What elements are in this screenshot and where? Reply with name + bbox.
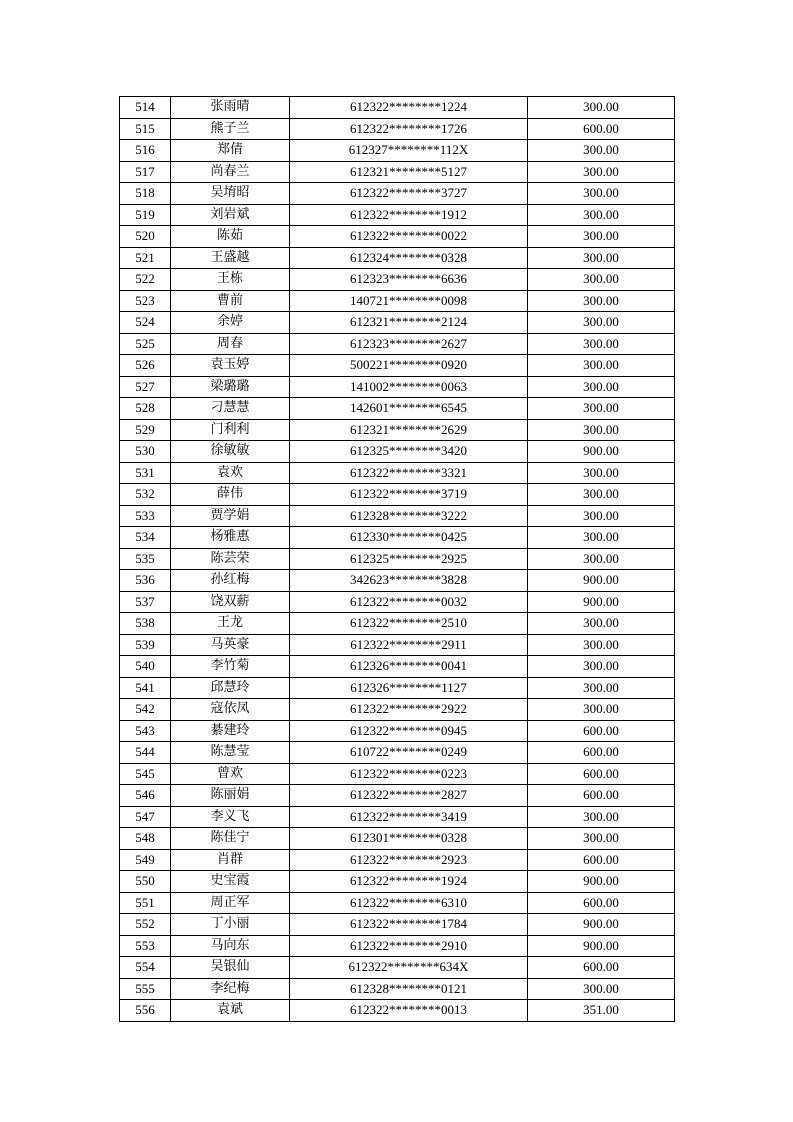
table-row (120, 892, 675, 914)
row-number-cell: 554 (120, 957, 171, 979)
row-number-cell: 531 (120, 462, 171, 484)
id-number-cell: 612326********0041 (290, 656, 528, 678)
table-row (120, 785, 675, 807)
person-name-cell: 徐敏敏 (171, 441, 290, 463)
table-row (120, 290, 675, 312)
amount-cell: 300.00 (528, 419, 675, 441)
id-number-cell: 612322********1224 (290, 97, 528, 119)
amount-cell: 300.00 (528, 462, 675, 484)
amount-cell: 600.00 (528, 763, 675, 785)
amount-cell: 900.00 (528, 914, 675, 936)
id-number-cell: 612328********0121 (290, 978, 528, 1000)
person-name-cell: 肖群 (171, 849, 290, 871)
table-row (120, 333, 675, 355)
row-number-cell: 527 (120, 376, 171, 398)
table-row (120, 570, 675, 592)
amount-cell: 300.00 (528, 806, 675, 828)
person-name-cell: 贾学娟 (171, 505, 290, 527)
id-number-cell: 612322********1784 (290, 914, 528, 936)
amount-cell: 300.00 (528, 699, 675, 721)
id-number-cell: 612322********2922 (290, 699, 528, 721)
row-number-cell: 530 (120, 441, 171, 463)
person-name-cell: 薛伟 (171, 484, 290, 506)
row-number-cell: 556 (120, 1000, 171, 1022)
amount-cell: 300.00 (528, 398, 675, 420)
amount-cell: 600.00 (528, 957, 675, 979)
id-number-cell: 612326********1127 (290, 677, 528, 699)
person-name-cell: 陈佳宁 (171, 828, 290, 850)
table-row (120, 376, 675, 398)
person-name-cell: 刁慧慧 (171, 398, 290, 420)
amount-cell: 300.00 (528, 484, 675, 506)
amount-cell: 300.00 (528, 548, 675, 570)
row-number-cell: 516 (120, 140, 171, 162)
id-number-cell: 612323********2627 (290, 333, 528, 355)
table-row (120, 720, 675, 742)
table-row (120, 699, 675, 721)
person-name-cell: 梁璐璐 (171, 376, 290, 398)
person-name-cell: 马向东 (171, 935, 290, 957)
id-number-cell: 612322********2510 (290, 613, 528, 635)
person-name-cell: 李义飞 (171, 806, 290, 828)
amount-cell: 900.00 (528, 570, 675, 592)
amount-cell: 300.00 (528, 677, 675, 699)
row-number-cell: 555 (120, 978, 171, 1000)
amount-cell: 300.00 (528, 140, 675, 162)
row-number-cell: 514 (120, 97, 171, 119)
table-row (120, 355, 675, 377)
id-number-cell: 612321********2629 (290, 419, 528, 441)
person-name-cell: 孙红梅 (171, 570, 290, 592)
person-name-cell: 王栋 (171, 269, 290, 291)
table-row (120, 183, 675, 205)
row-number-cell: 553 (120, 935, 171, 957)
table-row (120, 763, 675, 785)
id-number-cell: 612322********2910 (290, 935, 528, 957)
roster-table-body (120, 97, 675, 1022)
row-number-cell: 541 (120, 677, 171, 699)
row-number-cell: 532 (120, 484, 171, 506)
row-number-cell: 552 (120, 914, 171, 936)
person-name-cell: 陈芸荣 (171, 548, 290, 570)
amount-cell: 300.00 (528, 333, 675, 355)
table-row (120, 484, 675, 506)
id-number-cell: 612322********6310 (290, 892, 528, 914)
table-row (120, 978, 675, 1000)
id-number-cell: 612324********0328 (290, 247, 528, 269)
amount-cell: 600.00 (528, 720, 675, 742)
table-row (120, 871, 675, 893)
amount-cell: 300.00 (528, 247, 675, 269)
amount-cell: 900.00 (528, 935, 675, 957)
table-row (120, 118, 675, 140)
table-row (120, 828, 675, 850)
row-number-cell: 533 (120, 505, 171, 527)
amount-cell: 300.00 (528, 226, 675, 248)
id-number-cell: 500221********0920 (290, 355, 528, 377)
table-row (120, 935, 675, 957)
person-name-cell: 刘岩斌 (171, 204, 290, 226)
person-name-cell: 寇依凤 (171, 699, 290, 721)
person-name-cell: 王盛越 (171, 247, 290, 269)
person-name-cell: 王龙 (171, 613, 290, 635)
table-row (120, 677, 675, 699)
id-number-cell: 610722********0249 (290, 742, 528, 764)
row-number-cell: 540 (120, 656, 171, 678)
id-number-cell: 342623********3828 (290, 570, 528, 592)
row-number-cell: 529 (120, 419, 171, 441)
person-name-cell: 陈丽娟 (171, 785, 290, 807)
amount-cell: 300.00 (528, 505, 675, 527)
person-name-cell: 曹前 (171, 290, 290, 312)
amount-cell: 600.00 (528, 785, 675, 807)
table-row (120, 548, 675, 570)
id-number-cell: 612322********3321 (290, 462, 528, 484)
person-name-cell: 马英豪 (171, 634, 290, 656)
person-name-cell: 饶双薪 (171, 591, 290, 613)
id-number-cell: 612327********112X (290, 140, 528, 162)
person-name-cell: 周春 (171, 333, 290, 355)
id-number-cell: 141002********0063 (290, 376, 528, 398)
row-number-cell: 551 (120, 892, 171, 914)
person-name-cell: 李纪梅 (171, 978, 290, 1000)
row-number-cell: 520 (120, 226, 171, 248)
person-name-cell: 袁欢 (171, 462, 290, 484)
person-name-cell: 门利利 (171, 419, 290, 441)
id-number-cell: 612301********0328 (290, 828, 528, 850)
row-number-cell: 545 (120, 763, 171, 785)
id-number-cell: 612322********1912 (290, 204, 528, 226)
row-number-cell: 526 (120, 355, 171, 377)
row-number-cell: 521 (120, 247, 171, 269)
person-name-cell: 周正军 (171, 892, 290, 914)
id-number-cell: 612322********3719 (290, 484, 528, 506)
row-number-cell: 522 (120, 269, 171, 291)
id-number-cell: 612322********2923 (290, 849, 528, 871)
id-number-cell: 612325********3420 (290, 441, 528, 463)
table-row (120, 419, 675, 441)
row-number-cell: 528 (120, 398, 171, 420)
amount-cell: 300.00 (528, 269, 675, 291)
person-name-cell: 余婷 (171, 312, 290, 334)
amount-cell: 900.00 (528, 591, 675, 613)
amount-cell: 600.00 (528, 892, 675, 914)
person-name-cell: 张雨晴 (171, 97, 290, 119)
person-name-cell: 郑倩 (171, 140, 290, 162)
amount-cell: 900.00 (528, 441, 675, 463)
id-number-cell: 612321********5127 (290, 161, 528, 183)
id-number-cell: 612322********634X (290, 957, 528, 979)
table-row (120, 398, 675, 420)
id-number-cell: 612321********2124 (290, 312, 528, 334)
id-number-cell: 612322********0945 (290, 720, 528, 742)
person-name-cell: 杨雅惠 (171, 527, 290, 549)
table-row (120, 312, 675, 334)
row-number-cell: 550 (120, 871, 171, 893)
amount-cell: 300.00 (528, 290, 675, 312)
id-number-cell: 612322********0013 (290, 1000, 528, 1022)
id-number-cell: 612323********6636 (290, 269, 528, 291)
person-name-cell: 尚春兰 (171, 161, 290, 183)
row-number-cell: 524 (120, 312, 171, 334)
amount-cell: 300.00 (528, 97, 675, 119)
table-row (120, 591, 675, 613)
row-number-cell: 542 (120, 699, 171, 721)
person-name-cell: 綦建玲 (171, 720, 290, 742)
table-row (120, 914, 675, 936)
row-number-cell: 519 (120, 204, 171, 226)
row-number-cell: 543 (120, 720, 171, 742)
id-number-cell: 612322********0223 (290, 763, 528, 785)
row-number-cell: 534 (120, 527, 171, 549)
table-row (120, 441, 675, 463)
id-number-cell: 612322********0032 (290, 591, 528, 613)
row-number-cell: 537 (120, 591, 171, 613)
amount-cell: 300.00 (528, 376, 675, 398)
id-number-cell: 612322********2911 (290, 634, 528, 656)
table-row (120, 161, 675, 183)
person-name-cell: 史宝霞 (171, 871, 290, 893)
amount-cell: 300.00 (528, 312, 675, 334)
amount-cell: 300.00 (528, 613, 675, 635)
row-number-cell: 547 (120, 806, 171, 828)
person-name-cell: 曾欢 (171, 763, 290, 785)
table-row (120, 140, 675, 162)
table-row (120, 849, 675, 871)
table-row (120, 957, 675, 979)
person-name-cell: 邱慧玲 (171, 677, 290, 699)
table-row (120, 462, 675, 484)
table-row (120, 505, 675, 527)
table-row (120, 226, 675, 248)
amount-cell: 300.00 (528, 978, 675, 1000)
person-name-cell: 丁小丽 (171, 914, 290, 936)
amount-cell: 300.00 (528, 656, 675, 678)
table-row (120, 613, 675, 635)
row-number-cell: 546 (120, 785, 171, 807)
row-number-cell: 535 (120, 548, 171, 570)
id-number-cell: 142601********6545 (290, 398, 528, 420)
amount-cell: 600.00 (528, 742, 675, 764)
table-row (120, 806, 675, 828)
amount-cell: 300.00 (528, 183, 675, 205)
amount-cell: 300.00 (528, 161, 675, 183)
amount-cell: 300.00 (528, 355, 675, 377)
table-row (120, 634, 675, 656)
person-name-cell: 吴银仙 (171, 957, 290, 979)
id-number-cell: 612322********1924 (290, 871, 528, 893)
table-row (120, 656, 675, 678)
amount-cell: 600.00 (528, 118, 675, 140)
row-number-cell: 517 (120, 161, 171, 183)
person-name-cell: 袁玉婷 (171, 355, 290, 377)
id-number-cell: 612330********0425 (290, 527, 528, 549)
row-number-cell: 549 (120, 849, 171, 871)
id-number-cell: 612322********3419 (290, 806, 528, 828)
table-row (120, 742, 675, 764)
amount-cell: 300.00 (528, 828, 675, 850)
table-row (120, 527, 675, 549)
row-number-cell: 515 (120, 118, 171, 140)
table-row (120, 247, 675, 269)
row-number-cell: 539 (120, 634, 171, 656)
row-number-cell: 525 (120, 333, 171, 355)
table-row (120, 269, 675, 291)
amount-cell: 600.00 (528, 849, 675, 871)
amount-cell: 300.00 (528, 634, 675, 656)
amount-cell: 351.00 (528, 1000, 675, 1022)
id-number-cell: 612328********3222 (290, 505, 528, 527)
id-number-cell: 612322********3727 (290, 183, 528, 205)
row-number-cell: 544 (120, 742, 171, 764)
table-row (120, 204, 675, 226)
amount-cell: 900.00 (528, 871, 675, 893)
row-number-cell: 536 (120, 570, 171, 592)
table-row (120, 1000, 675, 1022)
person-name-cell: 李竹菊 (171, 656, 290, 678)
row-number-cell: 538 (120, 613, 171, 635)
person-name-cell: 熊子兰 (171, 118, 290, 140)
id-number-cell: 612325********2925 (290, 548, 528, 570)
table-row (120, 97, 675, 119)
row-number-cell: 523 (120, 290, 171, 312)
person-name-cell: 吴堉昭 (171, 183, 290, 205)
person-name-cell: 陈茹 (171, 226, 290, 248)
id-number-cell: 612322********0022 (290, 226, 528, 248)
id-number-cell: 612322********2827 (290, 785, 528, 807)
amount-cell: 300.00 (528, 204, 675, 226)
id-number-cell: 612322********1726 (290, 118, 528, 140)
row-number-cell: 518 (120, 183, 171, 205)
person-name-cell: 陈慧莹 (171, 742, 290, 764)
person-name-cell: 袁斌 (171, 1000, 290, 1022)
row-number-cell: 548 (120, 828, 171, 850)
amount-cell: 300.00 (528, 527, 675, 549)
subsidy-roster-table (119, 96, 675, 1022)
id-number-cell: 140721********0098 (290, 290, 528, 312)
